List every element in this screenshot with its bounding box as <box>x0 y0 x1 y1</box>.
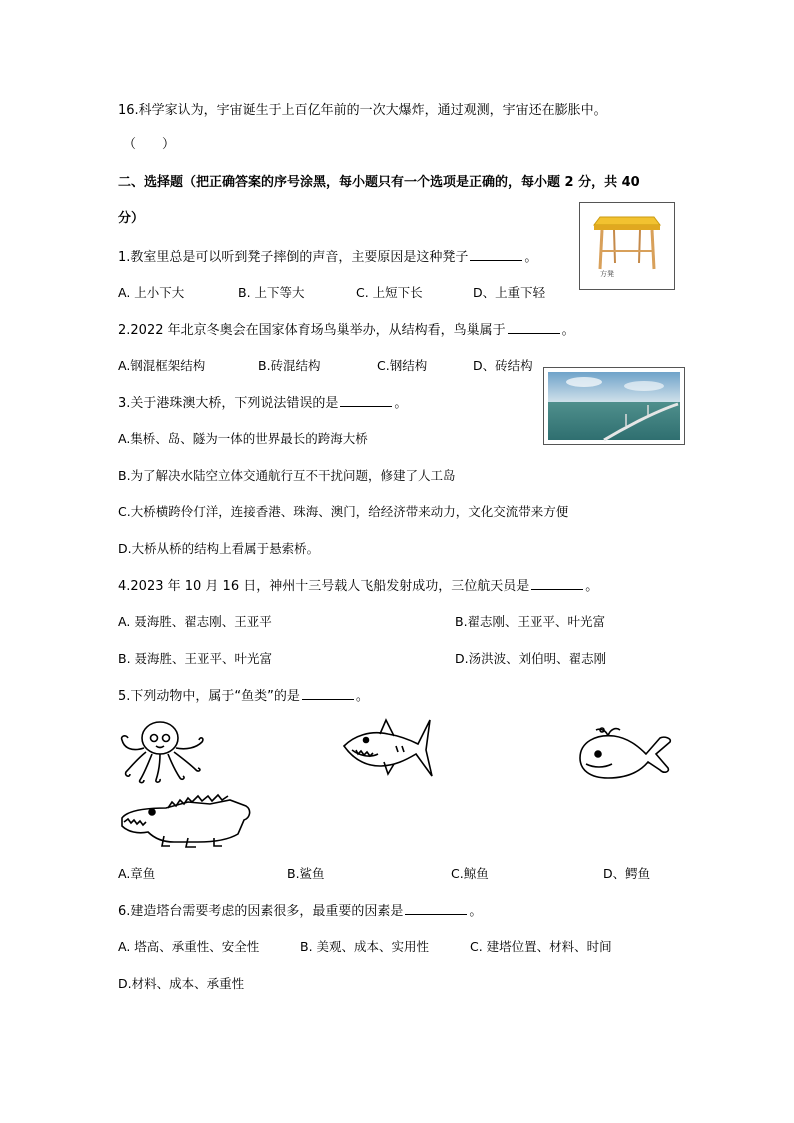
q6-option-a[interactable]: A. 塔高、承重性、安全性 <box>118 939 260 954</box>
stool-caption: 方凳 <box>600 270 614 278</box>
whale-icon <box>576 724 674 782</box>
q6-option-b[interactable]: B. 美观、成本、实用性 <box>300 939 430 954</box>
q6-option-d[interactable]: D.材料、成本、承重性 <box>118 976 245 991</box>
shark-icon <box>340 716 434 782</box>
q2-option-d[interactable]: D、砖结构 <box>473 358 533 373</box>
q3-answer-blank[interactable] <box>340 394 392 407</box>
q3-stem: 3.关于港珠澳大桥，下列说法错误的是 。 <box>118 396 408 411</box>
q2-option-b[interactable]: B.砖混结构 <box>258 358 321 373</box>
stool-icon <box>580 203 674 289</box>
q4-option-d[interactable]: D.汤洪波、刘伯明、翟志刚 <box>455 651 607 666</box>
q5-stem: 5.下列动物中，属于“鱼类”的是 。 <box>118 689 369 704</box>
q1-option-d[interactable]: D、上重下轻 <box>473 285 546 300</box>
q5-answer-blank[interactable] <box>302 687 354 700</box>
crocodile-icon <box>118 792 254 850</box>
q3-option-b[interactable]: B.为了解决水陆空立体交通航行互不干扰问题，修建了人工岛 <box>118 468 456 483</box>
section-title: 二、选择题（把正确答案的序号涂黑，每小题只有一个选项是正确的，每小题 2 分，共 40 <box>118 175 640 190</box>
q3-option-c[interactable]: C.大桥横跨伶仃洋，连接香港、珠海、澳门，给经济带来动力，文化交流带来方便 <box>118 504 569 519</box>
q5-option-c[interactable]: C.鲸鱼 <box>451 866 489 881</box>
q3-option-a[interactable]: A.集桥、岛、隧为一体的世界最长的跨海大桥 <box>118 431 368 446</box>
stool-image-frame <box>579 202 675 290</box>
q1-option-b[interactable]: B. 上下等大 <box>238 285 305 300</box>
q16-text: 16.科学家认为，宇宙诞生于上百亿年前的一次大爆炸，通过观测，宇宙还在膨胀中。 <box>118 103 607 118</box>
q4-option-a[interactable]: A. 聂海胜、翟志刚、王亚平 <box>118 614 272 629</box>
q4-answer-blank[interactable] <box>531 577 583 590</box>
section-title-cont: 分） <box>118 211 145 226</box>
q3-option-d[interactable]: D.大桥从桥的结构上看属于悬索桥。 <box>118 541 320 556</box>
q16-answer-paren[interactable]: （ ） <box>123 137 176 152</box>
q2-option-a[interactable]: A.钢混框架结构 <box>118 358 206 373</box>
q2-answer-blank[interactable] <box>508 321 560 334</box>
q6-answer-blank[interactable] <box>405 902 467 915</box>
q1-answer-blank[interactable] <box>470 248 522 261</box>
q4-option-b[interactable]: B.翟志刚、王亚平、叶光富 <box>455 614 606 629</box>
q6-stem: 6.建造塔台需要考虑的因素很多，最重要的因素是 。 <box>118 904 483 919</box>
q2-option-c[interactable]: C.钢结构 <box>377 358 428 373</box>
q1-option-a[interactable]: A. 上小下大 <box>118 285 185 300</box>
q6-option-c[interactable]: C. 建塔位置、材料、时间 <box>470 939 612 954</box>
bridge-photo-frame <box>543 367 685 445</box>
q4-stem: 4.2023 年 10 月 16 日，神州十三号载人飞船发射成功，三位航天员是 。 <box>118 579 599 594</box>
q4-option-c[interactable]: B. 聂海胜、王亚平、叶光富 <box>118 651 273 666</box>
q2-stem: 2.2022 年北京冬奥会在国家体育场鸟巢举办，从结构看，鸟巢属于 。 <box>118 323 575 338</box>
q5-option-b[interactable]: B.鲨鱼 <box>287 866 325 881</box>
octopus-icon <box>118 718 210 784</box>
q5-option-d[interactable]: D、鳄鱼 <box>603 866 651 881</box>
q1-stem: 1.教室里总是可以听到凳子摔倒的声音，主要原因是这种凳子 。 <box>118 250 538 265</box>
bridge-photo <box>544 368 684 444</box>
q1-option-c[interactable]: C. 上短下长 <box>356 285 423 300</box>
q5-option-a[interactable]: A.章鱼 <box>118 866 156 881</box>
